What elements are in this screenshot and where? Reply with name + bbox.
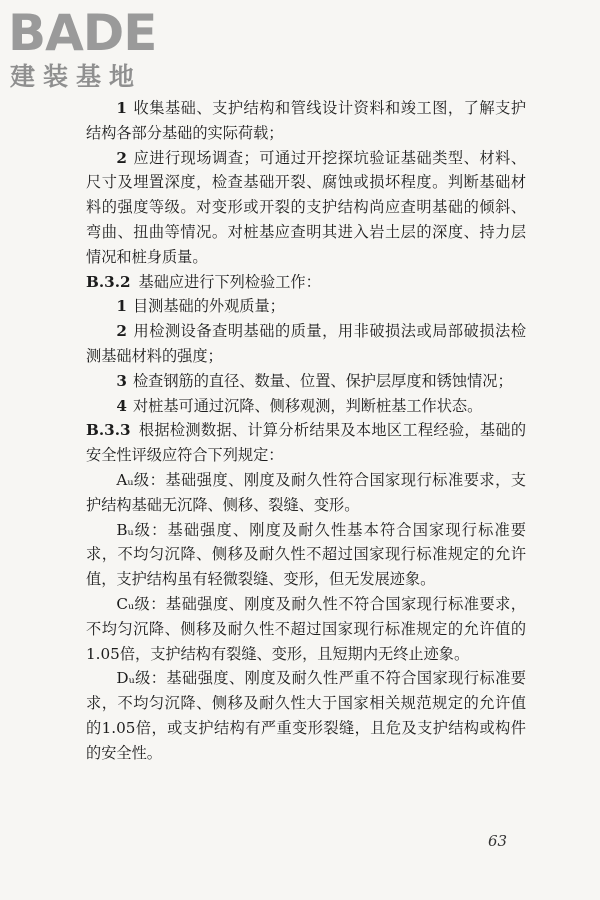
item-text: 检查钢筋的直径、数量、位置、保护层厚度和锈蚀情况； bbox=[132, 371, 513, 390]
clause-heading bbox=[86, 270, 526, 295]
clause-text: 基础应进行下列检验工作： bbox=[138, 272, 321, 291]
logo-wordmark: BADE bbox=[8, 4, 157, 62]
list-item bbox=[86, 319, 526, 369]
list-item bbox=[86, 394, 526, 419]
list-item bbox=[86, 294, 526, 319]
list-item bbox=[86, 146, 526, 270]
item-text: 应进行现场调查；可通过开挖探坑验证基础类型、材料、尺寸及埋置深度，检查基础开裂、腐蚀或损坏程度。判断基础材料的强度等级。对变形或开裂的支护结构尚应查明基础的倾斜、弯曲、扭曲等情况。对桩基应查明其进入岩土层的深度、持力层情况和桩身质量。 bbox=[86, 148, 526, 266]
item-number: 1 bbox=[116, 297, 127, 316]
logo-subtitle: 建装基地 bbox=[10, 62, 143, 91]
page-number: 63 bbox=[488, 832, 508, 850]
item-text: 对桩基可通过沉降、侧移观测，判断桩基工作状态。 bbox=[132, 396, 483, 415]
grade-b-paragraph: Bᵤ级：基础强度、刚度及耐久性基本符合国家现行标准要求，不均匀沉降、侧移及耐久性不超过国家现行标准规定的允许值，支护结构虽有轻微裂缝、变形，但无发展迹象。 bbox=[86, 520, 526, 589]
list-item bbox=[86, 369, 526, 394]
item-text: 目测基础的外观质量； bbox=[132, 297, 285, 316]
clause-heading bbox=[86, 418, 526, 468]
grade-d-paragraph: Dᵤ级：基础强度、刚度及耐久性严重不符合国家现行标准要求，不均匀沉降、侧移及耐久性大于国家相关规范规定的允许值的1.05倍，或支护结构有严重变形裂缝，且危及支护结构或构件的安全性。 bbox=[86, 669, 526, 762]
publisher-logo bbox=[8, 4, 178, 94]
item-number: 3 bbox=[116, 371, 127, 390]
grade-c-paragraph: Cᵤ级：基础强度、刚度及耐久性不符合国家现行标准要求，不均匀沉降、侧移及耐久性不超过国家现行标准规定的允许值的1.05倍，支护结构有裂缝、变形，且短期内无终止迹象。 bbox=[86, 594, 526, 663]
item-number: 2 bbox=[116, 322, 127, 341]
item-number: 2 bbox=[116, 148, 127, 167]
item-number: 1 bbox=[116, 99, 127, 117]
grade-a-paragraph: Aᵤ级：基础强度、刚度及耐久性符合国家现行标准要求，支护结构基础无沉降、侧移、裂缝、变形。 bbox=[86, 470, 526, 514]
clause-number: B.3.2 bbox=[86, 272, 131, 291]
item-text: 用检测设备查明基础的质量，用非破损法或局部破损法检测基础材料的强度； bbox=[86, 322, 526, 365]
item-text: 收集基础、支护结构和管线设计资料和竣工图，了解支护结构各部分基础的实际荷载； bbox=[86, 99, 526, 142]
item-number: 4 bbox=[116, 396, 127, 415]
clause-text: 根据检测数据、计算分析结果及本地区工程经验，基础的安全性评级应符合下列规定： bbox=[86, 421, 526, 465]
clause-number: B.3.3 bbox=[86, 421, 131, 440]
list-item bbox=[86, 96, 526, 146]
document-body bbox=[86, 96, 526, 766]
